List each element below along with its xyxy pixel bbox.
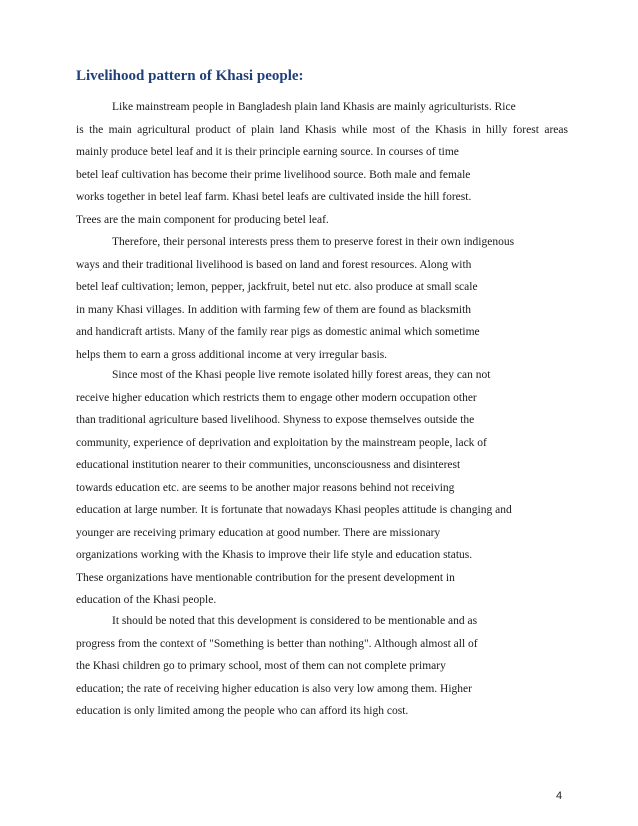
section-heading: Livelihood pattern of Khasi people: (76, 68, 304, 84)
paragraph-line: betel leaf cultivation has become their prime livelihood source. Both male and female (76, 168, 471, 181)
paragraph-line: education; the rate of receiving higher education is also very low among them. Higher (76, 682, 472, 695)
paragraph-line: works together in betel leaf farm. Khasi betel leafs are cultivated inside the hill forest. (76, 191, 472, 203)
paragraph-line: the Khasi children go to primary school, most of them can not complete primary (76, 660, 446, 672)
paragraph-line: receive higher education which restricts them to engage other modern occupation other (76, 391, 477, 404)
paragraph-line: betel leaf cultivation; lemon, pepper, jackfruit, betel nut etc. also produce at small scale (76, 281, 478, 293)
paragraph-line: community, experience of deprivation and exploitation by the mainstream people, lack of (76, 436, 487, 449)
paragraph-line: ways and their traditional livelihood is based on land and forest resources. Along with (76, 258, 472, 271)
paragraph-line: is the main agricultural product of plain land Khasis while most of the Khasis in hilly forest areas (76, 123, 568, 136)
paragraph-line: younger are receiving primary education at good number. There are missionary (76, 526, 441, 539)
paragraph-line: organizations working with the Khasis to improve their life style and education status. (76, 549, 473, 561)
page-number: 4 (556, 790, 563, 802)
paragraph-1 (76, 96, 568, 231)
paragraph-line: Like mainstream people in Bangladesh plain land Khasis are mainly agriculturists. Rice (112, 101, 516, 113)
paragraph-4 (76, 610, 568, 723)
paragraph-line: education of the Khasi people. (76, 594, 217, 606)
paragraph-line: helps them to earn a gross additional income at very irregular basis. (76, 348, 388, 361)
paragraph-line: It should be noted that this development is considered to be mentionable and as (112, 615, 478, 627)
paragraph-line: educational institution nearer to their communities, unconsciousness and disinterest (76, 459, 461, 471)
paragraph-line: education at large number. It is fortunate that nowadays Khasi peoples attitude is changing and (76, 504, 512, 516)
paragraph-line: Therefore, their personal interests press them to preserve forest in their own indigenous (112, 236, 515, 248)
paragraph-3 (76, 364, 568, 612)
paragraph-line: Trees are the main component for producing betel leaf. (76, 213, 329, 226)
paragraph-line: than traditional agriculture based livelihood. Shyness to expose themselves outside the (76, 414, 475, 426)
paragraph-line: progress from the context of "Something is better than nothing". Although almost all of (76, 637, 478, 650)
paragraph-2 (76, 231, 568, 366)
paragraph-line: These organizations have mentionable contribution for the present development in (76, 571, 455, 584)
paragraph-line: and handicraft artists. Many of the family rear pigs as domestic animal which sometime (76, 326, 480, 338)
paragraph-line: education is only limited among the people who can afford its high cost. (76, 705, 409, 717)
paragraph-line: towards education etc. are seems to be another major reasons behind not receiving (76, 481, 455, 494)
paragraph-line: in many Khasi villages. In addition with farming few of them are found as blacksmith (76, 303, 472, 316)
paragraph-line: mainly produce betel leaf and it is their principle earning source. In courses of time (76, 146, 459, 158)
paragraph-line: Since most of the Khasi people live remote isolated hilly forest areas, they can not (112, 369, 491, 381)
